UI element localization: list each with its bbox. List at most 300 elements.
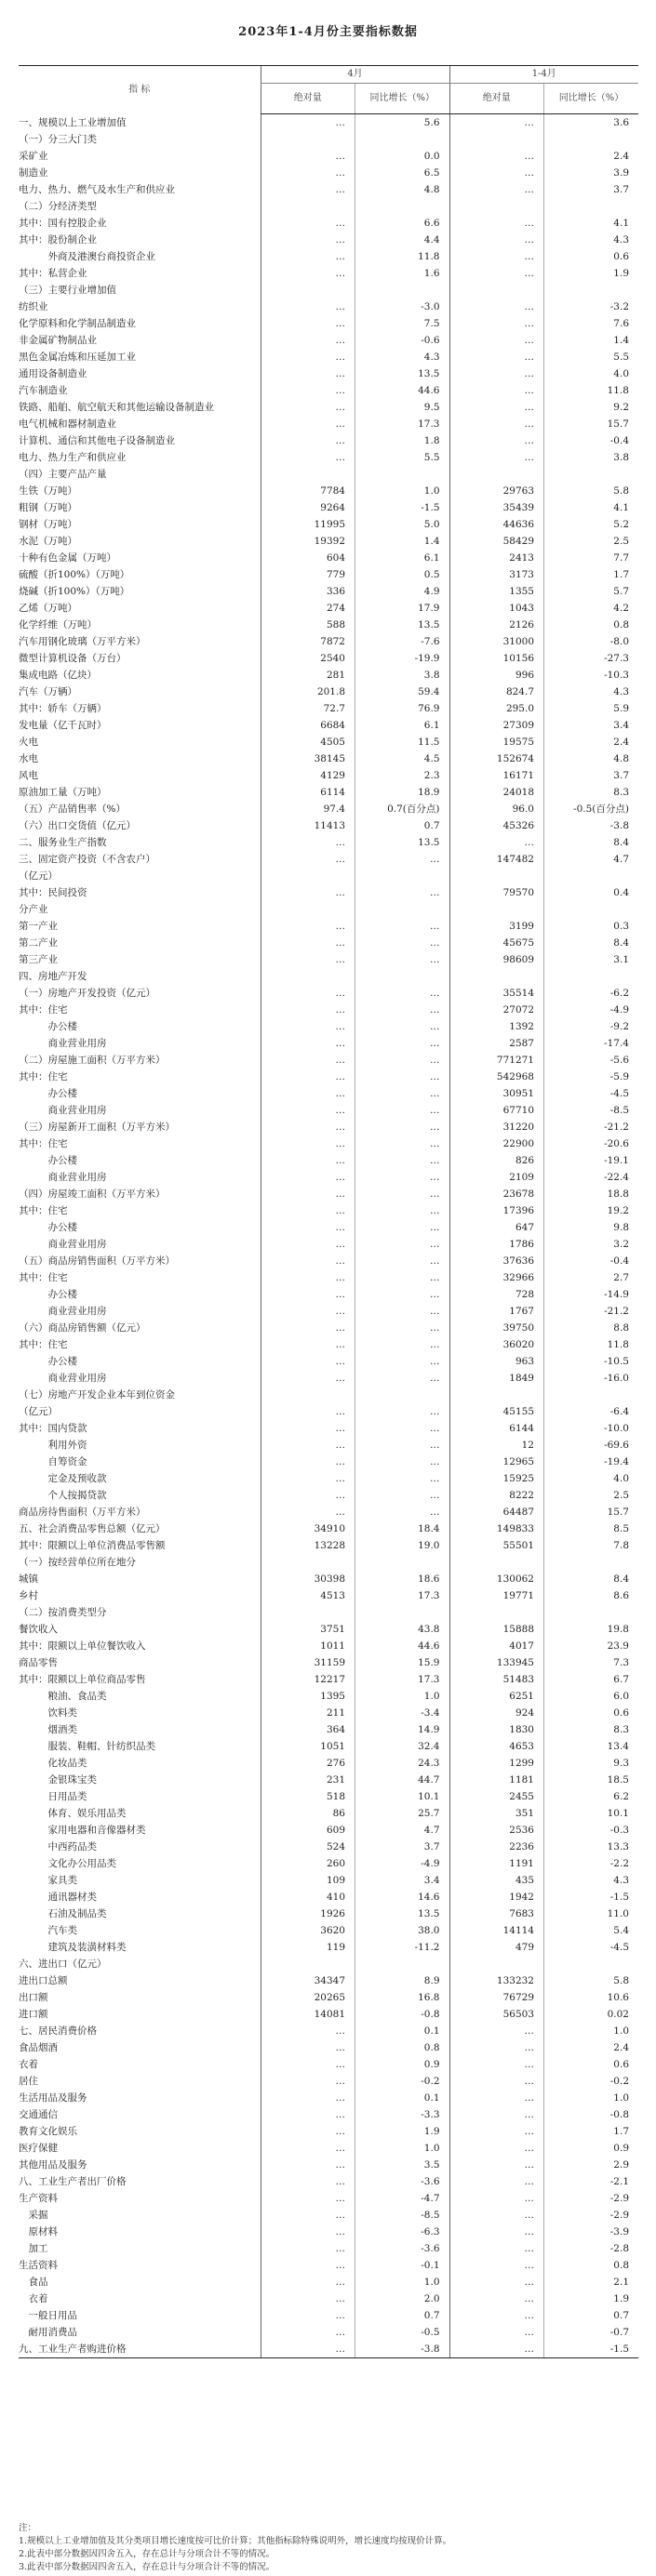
april-absolute-cell: … bbox=[261, 165, 355, 181]
indicator-cell: 教育文化娱乐 bbox=[19, 2126, 77, 2137]
indicator-cell: （五）商品房销售面积（万平方米） bbox=[19, 1255, 175, 1267]
indicator-cell: 发电量（亿千瓦时） bbox=[19, 720, 107, 731]
indicator-cell: 商业营业用房 bbox=[19, 1038, 107, 1049]
april-yoy-cell: -6.3 bbox=[355, 2224, 450, 2240]
april-absolute-cell: 31159 bbox=[261, 1654, 355, 1671]
jan-apr-yoy-cell: -6.2 bbox=[544, 985, 639, 1002]
table-row bbox=[19, 1085, 638, 1102]
indicator-cell: 二、服务业生产指数 bbox=[19, 837, 107, 848]
jan-apr-absolute-cell: … bbox=[449, 2056, 544, 2073]
table-row bbox=[19, 1286, 638, 1303]
jan-apr-absolute-cell: 3173 bbox=[449, 566, 544, 583]
table-row bbox=[19, 2341, 638, 2358]
jan-apr-yoy-cell: 4.7 bbox=[544, 851, 639, 868]
april-absolute-cell: … bbox=[261, 1202, 355, 1219]
indicator-cell: （四）房屋竣工面积（万平方米） bbox=[19, 1188, 166, 1200]
april-absolute-cell: … bbox=[261, 1002, 355, 1018]
footnote-item: 1.规模以上工业增加值及其分类项目增长速度按可比价计算；其他指标除特殊说明外，增长速度均按现价计算。 bbox=[19, 2536, 452, 2546]
table-row bbox=[19, 1922, 638, 1939]
jan-apr-absolute-cell: 147482 bbox=[449, 851, 544, 868]
april-absolute-cell: 364 bbox=[261, 1721, 355, 1738]
april-yoy-cell: -0.5 bbox=[355, 2324, 450, 2341]
table-row bbox=[19, 1253, 638, 1269]
jan-apr-absolute-cell: 1767 bbox=[449, 1303, 544, 1320]
jan-apr-yoy-cell: 4.0 bbox=[544, 365, 639, 382]
jan-apr-absolute-cell: 2455 bbox=[449, 1788, 544, 1805]
april-absolute-cell: 260 bbox=[261, 1855, 355, 1872]
jan-apr-yoy-cell: 4.2 bbox=[544, 600, 639, 617]
jan-apr-absolute-cell bbox=[449, 198, 544, 215]
april-absolute-cell: 6114 bbox=[261, 784, 355, 801]
april-yoy-cell: … bbox=[355, 1152, 450, 1169]
table-row bbox=[19, 583, 638, 600]
indicator-cell: 三、固定资产投资（不含农户） bbox=[19, 854, 155, 865]
table-row bbox=[19, 918, 638, 935]
jan-apr-absolute-cell: 37636 bbox=[449, 1253, 544, 1269]
table-row bbox=[19, 1554, 638, 1571]
table-row bbox=[19, 499, 638, 516]
jan-apr-yoy-cell: -20.6 bbox=[544, 1135, 639, 1152]
april-absolute-cell: … bbox=[261, 1420, 355, 1437]
indicator-cell: 其他用品及服务 bbox=[19, 2159, 87, 2171]
jan-apr-yoy-cell: 19.8 bbox=[544, 1621, 639, 1638]
april-yoy-cell: 13.5 bbox=[355, 365, 450, 382]
indicator-cell: 烧碱（折100%）（万吨） bbox=[19, 586, 130, 597]
table-row bbox=[19, 1621, 638, 1638]
table-row bbox=[19, 2023, 638, 2039]
jan-apr-yoy-cell: 1.9 bbox=[544, 265, 639, 282]
april-yoy-cell: -3.8 bbox=[355, 2341, 450, 2358]
indicator-cell: 城镇 bbox=[19, 1573, 38, 1585]
april-absolute-cell: 524 bbox=[261, 1839, 355, 1855]
april-yoy-cell: 76.9 bbox=[355, 700, 450, 717]
jan-apr-yoy-cell: 1.7 bbox=[544, 566, 639, 583]
april-yoy-cell: 18.6 bbox=[355, 1571, 450, 1587]
april-absolute-cell: 274 bbox=[261, 600, 355, 617]
april-absolute-cell: … bbox=[261, 181, 355, 198]
jan-apr-yoy-cell: -1.5 bbox=[544, 1889, 639, 1905]
jan-apr-yoy-cell: 0.8 bbox=[544, 617, 639, 633]
table-row bbox=[19, 1035, 638, 1052]
header-jan-apr-absolute: 绝对量 bbox=[449, 84, 544, 114]
table-row bbox=[19, 935, 638, 951]
jan-apr-absolute-cell: 30951 bbox=[449, 1085, 544, 1102]
table-row bbox=[19, 516, 638, 533]
table-row bbox=[19, 1537, 638, 1554]
jan-apr-absolute-cell: 1942 bbox=[449, 1889, 544, 1905]
indicator-cell: 汽车类 bbox=[19, 1925, 77, 1936]
april-absolute-cell: … bbox=[261, 2106, 355, 2123]
indicator-cell: 商业营业用房 bbox=[19, 1172, 107, 1183]
april-absolute-cell: 119 bbox=[261, 1939, 355, 1956]
jan-apr-absolute-cell: … bbox=[449, 148, 544, 165]
jan-apr-yoy-cell: 7.3 bbox=[544, 1654, 639, 1671]
jan-apr-absolute-cell: 35439 bbox=[449, 499, 544, 516]
table-row bbox=[19, 767, 638, 784]
april-absolute-cell: … bbox=[261, 1437, 355, 1454]
jan-apr-yoy-cell: 6.7 bbox=[544, 1671, 639, 1688]
jan-apr-yoy-cell: -0.3 bbox=[544, 1822, 639, 1839]
indicator-cell: 商业营业用房 bbox=[19, 1105, 107, 1116]
april-yoy-cell: 0.1 bbox=[355, 2090, 450, 2106]
jan-apr-absolute-cell: 2109 bbox=[449, 1169, 544, 1186]
jan-apr-absolute-cell: 479 bbox=[449, 1939, 544, 1956]
april-yoy-cell: -19.9 bbox=[355, 650, 450, 667]
table-row bbox=[19, 1587, 638, 1604]
april-yoy-cell: … bbox=[355, 1018, 450, 1035]
indicator-cell: 硫酸（折100%）（万吨） bbox=[19, 569, 130, 580]
jan-apr-absolute-cell: … bbox=[449, 2140, 544, 2157]
table-row bbox=[19, 1470, 638, 1487]
table-row bbox=[19, 265, 638, 282]
april-absolute-cell: … bbox=[261, 2207, 355, 2224]
jan-apr-absolute-cell: 1786 bbox=[449, 1236, 544, 1253]
indicator-cell: 外商及港澳台商投资企业 bbox=[19, 251, 155, 262]
jan-apr-yoy-cell: -10.3 bbox=[544, 667, 639, 684]
jan-apr-absolute-cell: … bbox=[449, 232, 544, 248]
indicator-cell: 生铁（万吨） bbox=[19, 485, 77, 497]
jan-apr-absolute-cell: … bbox=[449, 2106, 544, 2123]
indicator-cell: 九、工业生产者购进价格 bbox=[19, 2341, 261, 2358]
jan-apr-yoy-cell: 19.2 bbox=[544, 1202, 639, 1219]
indicator-cell: 金银珠宝类 bbox=[19, 1774, 97, 1786]
indicator-cell: 办公楼 bbox=[19, 1356, 77, 1367]
jan-apr-absolute-cell bbox=[449, 131, 544, 148]
jan-apr-absolute-cell: 133232 bbox=[449, 1972, 544, 1989]
jan-apr-absolute-cell: 27309 bbox=[449, 717, 544, 734]
jan-apr-yoy-cell: 5.7 bbox=[544, 583, 639, 600]
april-yoy-cell: … bbox=[355, 985, 450, 1002]
table-row bbox=[19, 1454, 638, 1470]
jan-apr-yoy-cell: 4.3 bbox=[544, 1872, 639, 1889]
april-yoy-cell bbox=[355, 1604, 450, 1621]
table-row bbox=[19, 1052, 638, 1069]
indicator-cell: （三）主要行业增加值 bbox=[19, 285, 116, 296]
jan-apr-absolute-cell: 149833 bbox=[449, 1520, 544, 1537]
april-yoy-cell: 13.5 bbox=[355, 834, 450, 851]
jan-apr-yoy-cell: -5.6 bbox=[544, 1052, 639, 1069]
april-yoy-cell: 3.5 bbox=[355, 2157, 450, 2173]
indicator-cell: 餐饮收入 bbox=[19, 1624, 58, 1635]
jan-apr-absolute-cell: … bbox=[449, 2173, 544, 2190]
indicator-cell: 其中：股份制企业 bbox=[19, 234, 97, 246]
jan-apr-absolute-cell bbox=[449, 1387, 544, 1403]
april-absolute-cell: … bbox=[261, 315, 355, 332]
jan-apr-yoy-cell: -19.1 bbox=[544, 1152, 639, 1169]
jan-apr-absolute-cell: 435 bbox=[449, 1872, 544, 1889]
table-row bbox=[19, 1152, 638, 1169]
jan-apr-yoy-cell: -10.0 bbox=[544, 1420, 639, 1437]
april-yoy-cell: -0.1 bbox=[355, 2257, 450, 2274]
april-absolute-cell: 30398 bbox=[261, 1571, 355, 1587]
indicator-cell: 一、规模以上工业增加值 bbox=[19, 116, 127, 128]
jan-apr-yoy-cell: -9.2 bbox=[544, 1018, 639, 1035]
jan-apr-absolute-cell: 55501 bbox=[449, 1537, 544, 1554]
jan-apr-yoy-cell: -0.4 bbox=[544, 1253, 639, 1269]
table-row bbox=[19, 2324, 638, 2341]
april-yoy-cell: 0.7 bbox=[355, 2307, 450, 2324]
table-row bbox=[19, 332, 638, 349]
april-absolute-cell: … bbox=[261, 2140, 355, 2157]
indicator-cell: 体育、娱乐用品类 bbox=[19, 1808, 127, 1819]
april-yoy-cell: 5.5 bbox=[355, 449, 450, 466]
april-yoy-cell: … bbox=[355, 935, 450, 951]
table-row bbox=[19, 2123, 638, 2140]
jan-apr-absolute-cell: 23678 bbox=[449, 1186, 544, 1202]
april-absolute-cell: 1051 bbox=[261, 1738, 355, 1755]
jan-apr-absolute-cell: … bbox=[449, 382, 544, 399]
april-absolute-cell bbox=[261, 466, 355, 483]
table-row bbox=[19, 1018, 638, 1035]
jan-apr-yoy-cell bbox=[544, 901, 639, 918]
april-yoy-cell: … bbox=[355, 1219, 450, 1236]
table-row bbox=[19, 299, 638, 315]
april-yoy-cell: 1.8 bbox=[355, 432, 450, 449]
indicator-cell: 办公楼 bbox=[19, 1289, 77, 1300]
jan-apr-absolute-cell: 2536 bbox=[449, 1822, 544, 1839]
indicator-cell: 居住 bbox=[19, 2076, 38, 2087]
indicator-cell: 其中：国有控股企业 bbox=[19, 218, 107, 229]
table-row bbox=[19, 1202, 638, 1219]
table-row bbox=[19, 2106, 638, 2123]
april-yoy-cell: … bbox=[355, 1420, 450, 1437]
april-absolute-cell: … bbox=[261, 2123, 355, 2140]
indicator-cell: （一）分三大门类 bbox=[19, 134, 97, 145]
jan-apr-absolute-cell: 35514 bbox=[449, 985, 544, 1002]
table-row bbox=[19, 1705, 638, 1721]
table-row bbox=[19, 1269, 638, 1286]
jan-apr-yoy-cell: 0.02 bbox=[544, 2006, 639, 2023]
jan-apr-absolute-cell: 2587 bbox=[449, 1035, 544, 1052]
indicator-cell: 粗钢（万吨） bbox=[19, 502, 77, 513]
indicator-cell: （二）房屋施工面积（万平方米） bbox=[19, 1055, 166, 1066]
jan-apr-yoy-cell: -19.4 bbox=[544, 1454, 639, 1470]
jan-apr-absolute-cell: … bbox=[449, 2073, 544, 2090]
indicator-cell: 其中：限额以上单位餐饮收入 bbox=[19, 1640, 146, 1652]
table-row bbox=[19, 1437, 638, 1454]
indicator-cell: （二）分经济类型 bbox=[19, 201, 97, 212]
april-absolute-cell: … bbox=[261, 1102, 355, 1119]
jan-apr-absolute-cell: 79570 bbox=[449, 884, 544, 901]
table-row bbox=[19, 1135, 638, 1152]
table-row bbox=[19, 114, 638, 132]
april-yoy-cell: 4.4 bbox=[355, 232, 450, 248]
indicator-cell: 商业营业用房 bbox=[19, 1373, 107, 1384]
jan-apr-absolute-cell: … bbox=[449, 2190, 544, 2207]
jan-apr-absolute-cell: … bbox=[449, 2207, 544, 2224]
table-row bbox=[19, 1320, 638, 1336]
april-yoy-cell: 2.3 bbox=[355, 767, 450, 784]
jan-apr-yoy-cell: 0.9 bbox=[544, 2140, 639, 2157]
jan-apr-yoy-cell: 3.7 bbox=[544, 767, 639, 784]
april-yoy-cell: 38.0 bbox=[355, 1922, 450, 1939]
table-row bbox=[19, 1755, 638, 1772]
jan-apr-absolute-cell: 27072 bbox=[449, 1002, 544, 1018]
april-absolute-cell: … bbox=[261, 382, 355, 399]
table-row bbox=[19, 533, 638, 550]
jan-apr-yoy-cell: 8.4 bbox=[544, 1571, 639, 1587]
april-yoy-cell: 16.8 bbox=[355, 1989, 450, 2006]
april-absolute-cell: … bbox=[261, 232, 355, 248]
table-row bbox=[19, 2039, 638, 2056]
april-absolute-cell: 336 bbox=[261, 583, 355, 600]
indicator-cell: 黑色金属冶炼和压延加工业 bbox=[19, 352, 136, 363]
indicator-cell: （五）产品销售率（%） bbox=[19, 803, 126, 815]
april-yoy-cell: … bbox=[355, 1353, 450, 1370]
table-row bbox=[19, 2006, 638, 2023]
indicator-cell: 十种有色金属（万吨） bbox=[19, 552, 116, 564]
april-yoy-cell: 17.9 bbox=[355, 600, 450, 617]
april-absolute-cell: 38145 bbox=[261, 750, 355, 767]
april-yoy-cell: 0.5 bbox=[355, 566, 450, 583]
table-row bbox=[19, 416, 638, 432]
indicator-cell: 衣着 bbox=[19, 2293, 48, 2304]
april-absolute-cell: … bbox=[261, 1236, 355, 1253]
april-absolute-cell: … bbox=[261, 432, 355, 449]
jan-apr-yoy-cell: 7.8 bbox=[544, 1537, 639, 1554]
jan-apr-absolute-cell: 1849 bbox=[449, 1370, 544, 1387]
jan-apr-yoy-cell: -27.3 bbox=[544, 650, 639, 667]
table-row bbox=[19, 1403, 638, 1420]
april-absolute-cell: … bbox=[261, 1286, 355, 1303]
april-absolute-cell: … bbox=[261, 1152, 355, 1169]
april-yoy-cell: 1.0 bbox=[355, 2274, 450, 2291]
april-absolute-cell: … bbox=[261, 2341, 355, 2358]
april-yoy-cell: … bbox=[355, 1102, 450, 1119]
april-yoy-cell: 0.0 bbox=[355, 148, 450, 165]
jan-apr-yoy-cell bbox=[544, 868, 639, 884]
april-absolute-cell: 7872 bbox=[261, 633, 355, 650]
april-absolute-cell: 588 bbox=[261, 617, 355, 633]
april-yoy-cell: … bbox=[355, 1236, 450, 1253]
april-yoy-cell: 25.7 bbox=[355, 1805, 450, 1822]
jan-apr-absolute-cell: 4653 bbox=[449, 1738, 544, 1755]
jan-apr-absolute-cell: … bbox=[449, 181, 544, 198]
table-row bbox=[19, 1303, 638, 1320]
jan-apr-absolute-cell: … bbox=[449, 432, 544, 449]
april-yoy-cell: 1.4 bbox=[355, 533, 450, 550]
jan-apr-yoy-cell: -2.1 bbox=[544, 2173, 639, 2190]
indicator-cell: 分产业 bbox=[19, 904, 48, 915]
jan-apr-yoy-cell: -0.8 bbox=[544, 2106, 639, 2123]
april-absolute-cell: 281 bbox=[261, 667, 355, 684]
jan-apr-yoy-cell bbox=[544, 1604, 639, 1621]
april-absolute-cell: … bbox=[261, 2056, 355, 2073]
jan-apr-yoy-cell: -16.0 bbox=[544, 1370, 639, 1387]
april-yoy-cell: -0.6 bbox=[355, 332, 450, 349]
april-yoy-cell: … bbox=[355, 1320, 450, 1336]
table-row bbox=[19, 1504, 638, 1520]
april-yoy-cell: … bbox=[355, 1052, 450, 1069]
indicator-cell: 八、工业生产者出厂价格 bbox=[19, 2176, 127, 2187]
jan-apr-absolute-cell: 826 bbox=[449, 1152, 544, 1169]
table-row bbox=[19, 684, 638, 700]
indicator-cell: 办公楼 bbox=[19, 1222, 77, 1233]
indicator-cell: 石油及制品类 bbox=[19, 1908, 107, 1919]
april-yoy-cell: -0.2 bbox=[355, 2073, 450, 2090]
jan-apr-absolute-cell: 45155 bbox=[449, 1403, 544, 1420]
april-absolute-cell bbox=[261, 901, 355, 918]
table-row bbox=[19, 784, 638, 801]
table-row bbox=[19, 968, 638, 985]
april-yoy-cell bbox=[355, 1554, 450, 1571]
header-jan-apr-yoy: 同比增长（%） bbox=[544, 84, 639, 114]
jan-apr-absolute-cell: … bbox=[449, 2257, 544, 2274]
jan-apr-absolute-cell: 924 bbox=[449, 1705, 544, 1721]
april-absolute-cell: 3751 bbox=[261, 1621, 355, 1638]
april-absolute-cell: … bbox=[261, 248, 355, 265]
jan-apr-yoy-cell bbox=[544, 198, 639, 215]
april-absolute-cell: 518 bbox=[261, 1788, 355, 1805]
jan-apr-absolute-cell: … bbox=[449, 2224, 544, 2240]
april-absolute-cell: … bbox=[261, 416, 355, 432]
table-row bbox=[19, 315, 638, 332]
april-yoy-cell bbox=[355, 198, 450, 215]
table-row bbox=[19, 2240, 638, 2257]
jan-apr-yoy-cell bbox=[544, 1956, 639, 1972]
jan-apr-absolute-cell: 647 bbox=[449, 1219, 544, 1236]
april-absolute-cell: 9264 bbox=[261, 499, 355, 516]
jan-apr-absolute-cell: 45326 bbox=[449, 817, 544, 834]
jan-apr-absolute-cell: 64487 bbox=[449, 1504, 544, 1520]
indicator-cell: 其中：限额以上单位消费品零售额 bbox=[19, 1540, 166, 1551]
indicator-cell: 一般日用品 bbox=[19, 2310, 77, 2321]
april-yoy-cell: 11.5 bbox=[355, 734, 450, 750]
april-yoy-cell bbox=[355, 1956, 450, 1972]
april-absolute-cell bbox=[261, 198, 355, 215]
april-yoy-cell: … bbox=[355, 1437, 450, 1454]
jan-apr-yoy-cell: 2.1 bbox=[544, 2274, 639, 2291]
jan-apr-yoy-cell: 4.1 bbox=[544, 499, 639, 516]
april-absolute-cell: … bbox=[261, 114, 355, 132]
april-yoy-cell: 24.3 bbox=[355, 1755, 450, 1772]
april-absolute-cell: … bbox=[261, 1470, 355, 1487]
indicator-cell: 六、进出口（亿元） bbox=[19, 1959, 107, 1970]
april-absolute-cell: 1011 bbox=[261, 1638, 355, 1654]
table-row bbox=[19, 2274, 638, 2291]
jan-apr-yoy-cell: 2.5 bbox=[544, 1487, 639, 1504]
april-absolute-cell: 12217 bbox=[261, 1671, 355, 1688]
indicator-cell: 电力、热力生产和供应业 bbox=[19, 452, 127, 463]
jan-apr-yoy-cell: 5.4 bbox=[544, 1922, 639, 1939]
april-absolute-cell: … bbox=[261, 2157, 355, 2173]
april-yoy-cell: … bbox=[355, 1002, 450, 1018]
april-yoy-cell bbox=[355, 901, 450, 918]
indicator-cell: 加工 bbox=[19, 2243, 48, 2254]
april-yoy-cell: 1.0 bbox=[355, 483, 450, 499]
indicator-cell: 原材料 bbox=[19, 2226, 58, 2237]
jan-apr-yoy-cell: 1.4 bbox=[544, 332, 639, 349]
april-absolute-cell: 4129 bbox=[261, 767, 355, 784]
table-row bbox=[19, 734, 638, 750]
jan-apr-yoy-cell: 8.3 bbox=[544, 1721, 639, 1738]
table-row bbox=[19, 985, 638, 1002]
table-row bbox=[19, 901, 638, 918]
table-row bbox=[19, 2090, 638, 2106]
jan-apr-absolute-cell: 542968 bbox=[449, 1069, 544, 1085]
table-row bbox=[19, 449, 638, 466]
table-row bbox=[19, 801, 638, 817]
april-yoy-cell: 4.9 bbox=[355, 583, 450, 600]
table-row bbox=[19, 466, 638, 483]
april-absolute-cell: … bbox=[261, 1370, 355, 1387]
jan-apr-yoy-cell: 2.7 bbox=[544, 1269, 639, 1286]
table-row bbox=[19, 1236, 638, 1253]
header-april-yoy: 同比增长（%） bbox=[355, 84, 450, 114]
indicator-cell: 微型计算机设备（万台） bbox=[19, 653, 127, 664]
april-absolute-cell: 276 bbox=[261, 1755, 355, 1772]
april-absolute-cell: 72.7 bbox=[261, 700, 355, 717]
